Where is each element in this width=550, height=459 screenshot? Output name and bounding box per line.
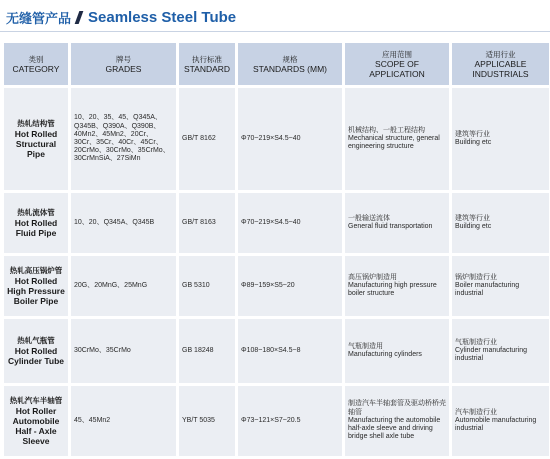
category-cell: 热轧高压锅炉管 Hot Rolled High Pressure Boiler Pipe (4, 256, 68, 316)
product-table (1, 40, 550, 459)
scope-cell: 高压锅炉制造用 Manufacturing high pressure boiler structure (345, 256, 449, 316)
industry-cell: 建筑等行业 Building etc (452, 88, 549, 190)
header-grades: 牌号 GRADES (71, 43, 176, 85)
table-header-row (4, 43, 549, 85)
industry-cell: 气瓶制造行业 Cylinder manufacturing industrial (452, 319, 549, 383)
spec-cell: Φ70~219×S4.5~40 (238, 88, 342, 190)
category-cell: 热轧流体管 Hot Rolled Fluid Pipe (4, 193, 68, 253)
spec-cell: Φ73~121×S7~20.5 (238, 386, 342, 456)
scope-cell: 气瓶制造用 Manufacturing cylinders (345, 319, 449, 383)
header-standards-mm: 规格 STANDARDS (MM) (238, 43, 342, 85)
grades-cell: 45、45Mn2 (71, 386, 176, 456)
industry-cell: 建筑等行业 Building etc (452, 193, 549, 253)
grades-cell: 10、20、35、45、Q345A、Q345B、Q390A、Q390B、40Mn2、45Mn2、20Cr、30Cr、35Cr、40Cr、45Cr、20CrMo、30CrMo、35CrMo、30CrMnSiA、27SiMn (71, 88, 176, 190)
industry-cell: 汽车制造行业 Automobile manufacturing industrial (452, 386, 549, 456)
standard-cell: GB/T 8162 (179, 88, 235, 190)
standard-cell: YB/T 5035 (179, 386, 235, 456)
table-row (4, 193, 549, 253)
spec-cell: Φ70~219×S4.5~40 (238, 193, 342, 253)
slash-divider (75, 11, 84, 24)
title-rule (0, 31, 550, 32)
industry-cell: 锅炉制造行业 Boiler manufacturing industrial (452, 256, 549, 316)
category-cell: 热轧气瓶管 Hot Rolled Cylinder Tube (4, 319, 68, 383)
page-title (6, 6, 236, 28)
spec-cell: Φ89~159×S5~20 (238, 256, 342, 316)
standard-cell: GB 5310 (179, 256, 235, 316)
title-chinese: 无缝管产品 (6, 11, 72, 27)
grades-cell: 10、20、Q345A、Q345B (71, 193, 176, 253)
table-row (4, 319, 549, 383)
category-cell: 热轧结构管 Hot Rolled Structural Pipe (4, 88, 68, 190)
grades-cell: 30CrMo、35CrMo (71, 319, 176, 383)
header-category: 类别 CATEGORY (4, 43, 68, 85)
table-row (4, 256, 549, 316)
scope-cell: 机械结构、一般工程结构 Mechanical structure, general engineering structure (345, 88, 449, 190)
scope-cell: 制造汽车半轴套管及驱动桥桥壳轴管 Manufacturing the automobile half-axle sleeve and driving bridge shell axle tube (345, 386, 449, 456)
table-row (4, 88, 549, 190)
title-english: Seamless Steel Tube (88, 8, 237, 26)
header-industrials: 适用行业 APPLICABLE INDUSTRIALS (452, 43, 549, 85)
spec-cell: Φ108~180×S4.5~8 (238, 319, 342, 383)
header-scope: 应用范围 SCOPE OF APPLICATION (345, 43, 449, 85)
scope-cell: 一般输送流体 General fluid transportation (345, 193, 449, 253)
standard-cell: GB 18248 (179, 319, 235, 383)
category-cell: 热轧汽车半轴管 Hot Roller Automobile Half - Axle Sleeve (4, 386, 68, 456)
standard-cell: GB/T 8163 (179, 193, 235, 253)
grades-cell: 20G、20MnG、25MnG (71, 256, 176, 316)
header-standard: 执行标准 STANDARD (179, 43, 235, 85)
table-row (4, 386, 549, 456)
